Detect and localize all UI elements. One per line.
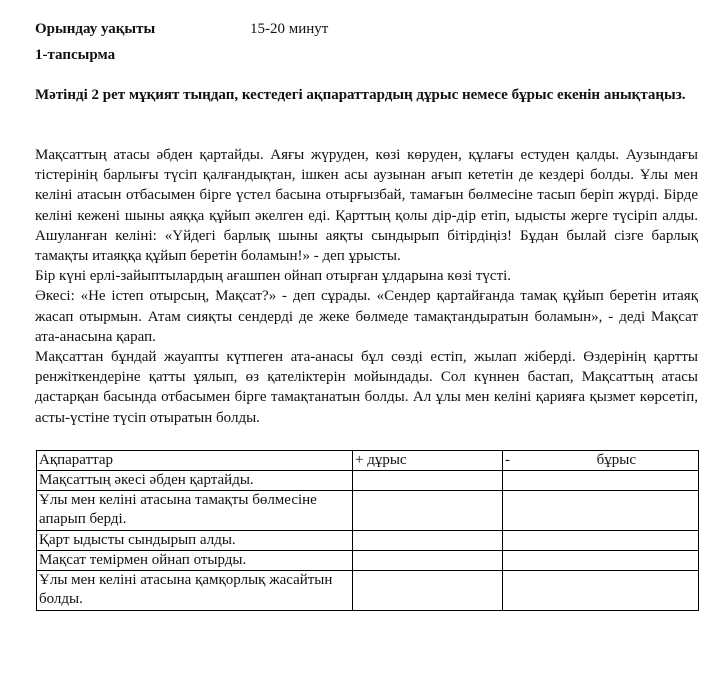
false-cell[interactable] [503,471,699,491]
false-cell[interactable] [503,551,699,571]
story-paragraph: Мақсаттың атасы әбден қартайды. Аяғы жүруден, көзі көруден, құлағы естуден қалды. Аузындағы тістерінің барлығы түсіп қалғандықтан, ішкен асы аузынан ағып кететін де кездері болды. Ұлы мен келіні атасын отбасымен бірге үстел басына отырғызбай, тамағын бөлмесіне тасып беріп жүрді. Бірде келіні кеженi шыны аяққа құйып әкелген еді. Қарттың қолы дір-дір етіп, ыдысты жерге түсіріп алды. Ашуланған келіні: «Үйдегі барлық шыны аяқты сындырып бітірдіңіз! Бұдан былай сізге барлық тамақты итаяққа құйып беретін боламын!» - деп ұрысты. [35,147,698,265]
header-false-sign: - [505,452,510,468]
instruction: Мәтінді 2 рет мұқият тыңдап, кестедегі ақпараттардың дұрыс немесе бұрыс екенін анықтаңыз. [35,87,686,103]
header-false-label: бұрыс [596,452,636,468]
table-row [37,571,699,611]
row-statement: Мақсаттың әкесі әбден қартайды. [37,471,353,491]
true-cell[interactable] [353,551,503,571]
story-paragraph: Мақсаттан бұндай жауапты күтпеген ата-анасы бұл сөзді естіп, жылап жіберді. Өздерінің қартты ренжіткендеріне қатты ұялып, өз қателіктерін мойындады. Сол күннен бастап, Мақсаттың атасы дастарқан басында отбасымен бірге тамақтанатын болды. Ал ұлы мен келіні қарияға қызмет көрсетіп, асты-үстіне түсіп отыратын болды. [35,349,698,426]
story-text [35,145,698,428]
table-row [37,491,699,531]
info-table [36,450,699,611]
time-value: 15-20 минут [250,21,329,37]
true-cell[interactable] [353,571,503,611]
true-cell[interactable] [353,471,503,491]
true-cell[interactable] [353,491,503,531]
table-row [37,531,699,551]
row-statement: Ұлы мен келіні атасына тамақты бөлмесіне апарып берді. [37,491,353,531]
row-statement: Мақсат темірмен ойнап отырды. [37,551,353,571]
task-title: 1-тапсырма [35,47,116,63]
table-row [37,471,699,491]
header-info: Ақпараттар [37,451,353,471]
story-paragraph: Әкесі: «Не істеп отырсың, Мақсат?» - деп сұрады. «Сендер қартайғанда тамақ құйып беретін итаяқ жасап отырмын. Атам сияқты сендерді де жеке бөлмеде тамақтандыратын боламын», - деді Мақсат ата-анасына қарап. [35,288,698,345]
false-cell[interactable] [503,491,699,531]
header-true: + дұрыс [353,451,503,471]
table-header-row [37,451,699,471]
time-label: Орындау уақыты [35,21,156,37]
false-cell[interactable] [503,571,699,611]
header-false [503,451,699,471]
true-cell[interactable] [353,531,503,551]
story-paragraph: Бір күні ерлі-зайыптылардың ағашпен ойнап отырған ұлдарына көзі түсті. [35,268,512,285]
table-row [37,551,699,571]
false-cell[interactable] [503,531,699,551]
row-statement: Қарт ыдысты сындырып алды. [37,531,353,551]
row-statement: Ұлы мен келіні атасына қамқорлық жасайтын болды. [37,571,353,611]
